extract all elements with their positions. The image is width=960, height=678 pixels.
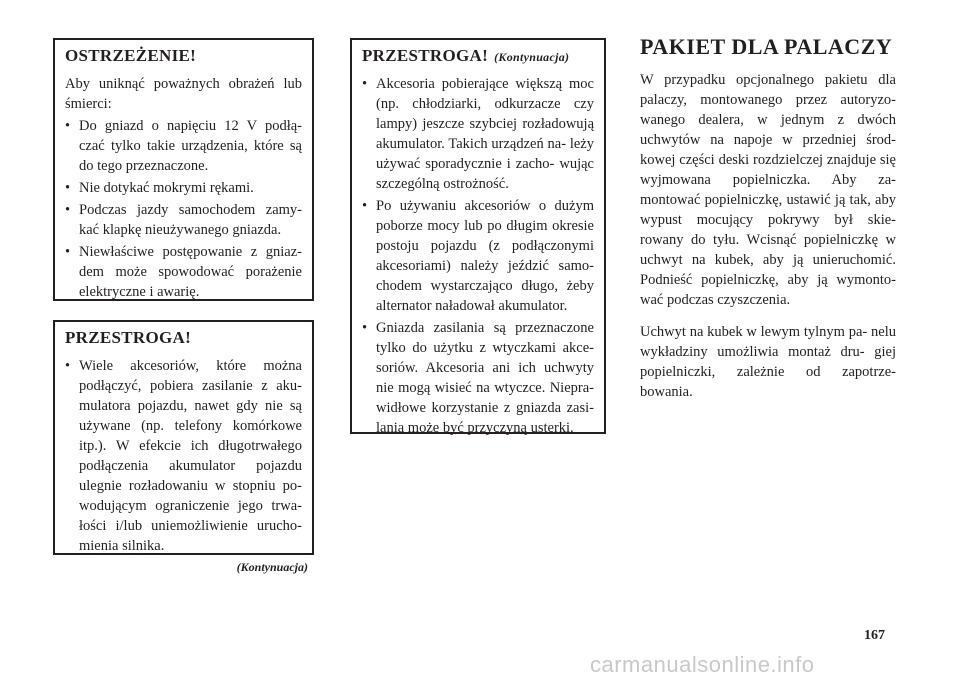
continued-note: (Kontynuacja)	[236, 560, 308, 574]
caution-list	[65, 356, 302, 556]
caution-continued-title-text: PRZESTROGA!	[362, 46, 489, 65]
caution-continued-box	[350, 38, 606, 434]
warning-intro: Aby uniknąć poważnych obrażeń lub śmierci:	[65, 76, 302, 112]
warning-item: • Nie dotykać mokrymi rękami.	[65, 178, 302, 198]
caution-continued-suffix: (Kontynuacja)	[494, 50, 570, 64]
caution-continued-title	[362, 46, 594, 66]
page-number: 167	[864, 628, 885, 643]
warning-box	[53, 38, 314, 301]
caution-continued-item: • Akcesoria pobierające większą moc (np. chłodziarki, odkurzacze czy lampy) jeszcze szybciej rozładowują akumulator. Takich urządzeń na- leży używać sporadycznie i zacho- wując szczególną ostrożność.	[362, 74, 594, 194]
caution-continued-item: • Gniazda zasilania są przeznaczone tylko do użytku z wtyczkami akce- soriów. Akcesoria ani ich uchwyty nie mogą wisieć na wtyczce. Niepra- widłowe korzystanie z gniazda zasi- lania może być przyczyną usterki.	[362, 318, 594, 438]
caution-item: • Wiele akcesoriów, które można podłączyć, pobiera zasilanie z aku- mulatora pojazdu, nawet gdy nie są używane (np. telefony komórkowe itp.). W efekcie ich długotrwałego podłączenia akumulator pojazdu ulegnie rozładowaniu w stopniu po- wodującym ograniczenie jego trwa- łości i/lub uniemożliwienie urucho- mienia silnika.	[65, 356, 302, 556]
warning-list	[65, 116, 302, 302]
caution-title: PRZESTROGA!	[65, 328, 192, 347]
watermark: carmanualsonline.info	[590, 652, 815, 677]
caution-continued-list	[362, 74, 594, 438]
warning-title: OSTRZEŻENIE!	[65, 46, 197, 65]
warning-item: • Do gniazd o napięciu 12 V podłą- czać tylko takie urządzenia, które są do tego przeznaczone.	[65, 116, 302, 176]
warning-item: • Niewłaściwe postępowanie z gniaz- dem może spowodować porażenie elektryczne i awarię.	[65, 242, 302, 302]
section-paragraph: Uchwyt na kubek w lewym tylnym pa- nelu wykładziny umożliwia montaż dru- giej popielniczki, zależnie od zapotrze- bowania.	[640, 324, 896, 400]
caution-continued-item: • Po używaniu akcesoriów o dużym poborze mocy lub po długim okresie postoju pojazdu (z podłączonymi akcesoriami) należy jeździć samo- chodem wystarczająco długo, żeby alternator naładował akumulator.	[362, 196, 594, 316]
warning-item: • Podczas jazdy samochodem zamy- kać klapkę nieużywanego gniazda.	[65, 200, 302, 240]
section-body	[640, 70, 896, 414]
section-paragraph: W przypadku opcjonalnego pakietu dla palaczy, montowanego przez autoryzo- wanego dealera, w jednym z dwóch uchwytów na napoje w przedniej środ- kowej części deski rozdzielczej znajduje się wyjmowana popielniczka. Aby za- montować popielniczkę, ustawić ją tak, aby wypust mocujący pokrywy był skie- rowany do tyłu. Wcisnąć popielniczkę w uchwyt na kubek, aby ją unieruchomić. Podnieść popielniczkę, aby ją wymonto- wać podczas czyszczenia.	[640, 72, 896, 308]
caution-box	[53, 320, 314, 555]
section-title: PAKIET DLA PALACZY	[640, 34, 893, 59]
